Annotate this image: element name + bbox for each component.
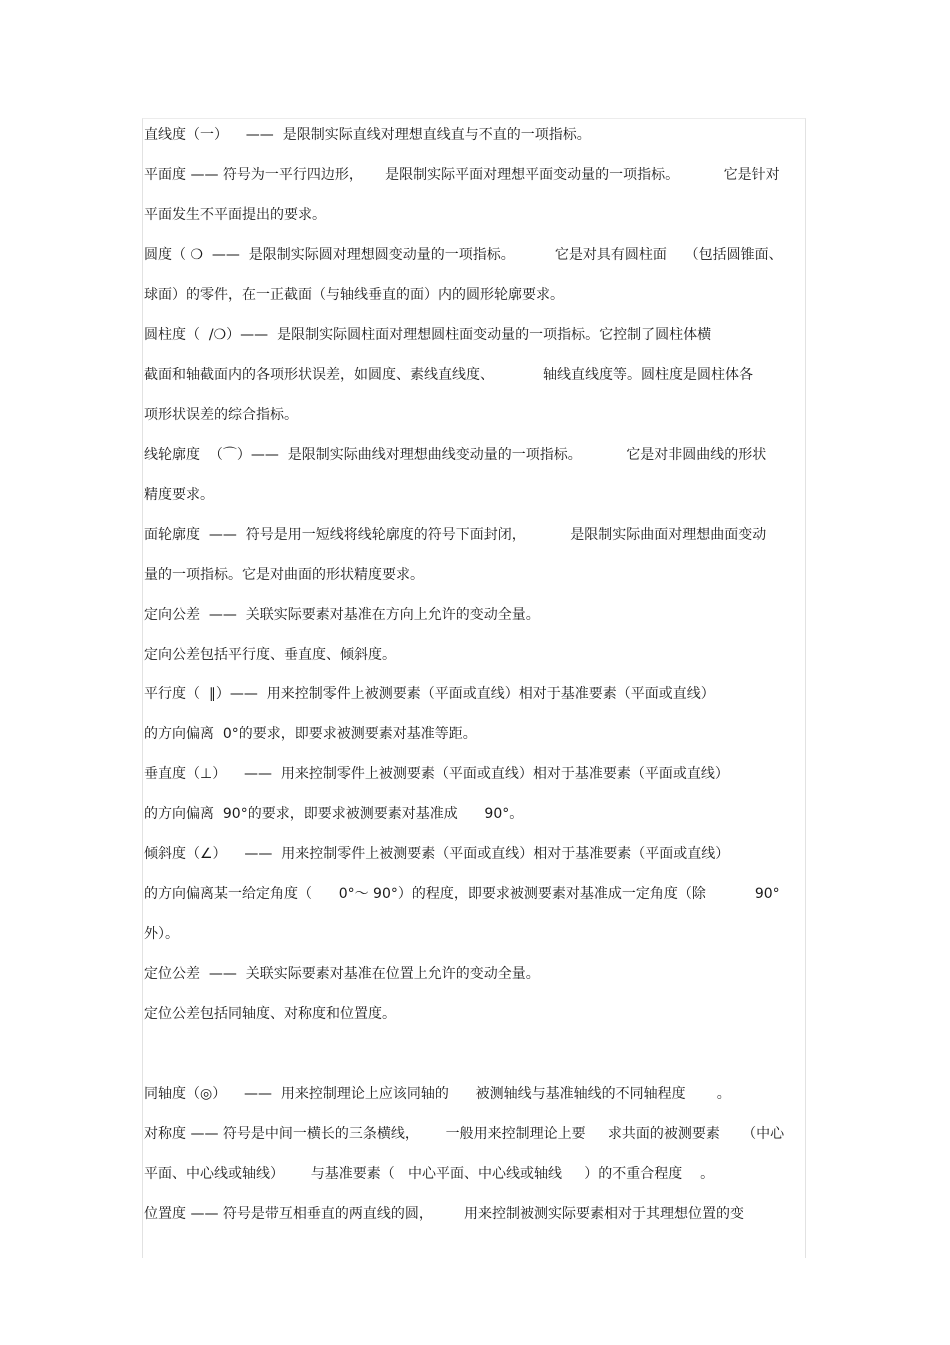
- text-line: 平行度（ ∥）—— 用来控制零件上被测要素（平面或直线）相对于基准要素（平面或直线）: [144, 686, 715, 702]
- text-line: 圆度（ ❍ —— 是限制实际圆对理想圆变动量的一项指标。 它是对具有圆柱面 （包括圆锥面、: [144, 247, 783, 263]
- text-line: 面轮廓度 —— 符号是用一短线将线轮廓度的符号下面封闭， 是限制实际曲面对理想曲面变动: [144, 527, 767, 543]
- text-line: 精度要求。: [144, 487, 214, 503]
- text-line: 的方向偏离 0°的要求，即要求被测要素对基准等距。: [144, 726, 477, 742]
- text-line: 截面和轴截面内的各项形状误差，如圆度、素线直线度、 轴线直线度等。圆柱度是圆柱体各: [144, 367, 753, 383]
- text-line: 平面、中心线或轴线） 与基准要素（ 中心平面、中心线或轴线 ）的不重合程度 。: [144, 1166, 715, 1182]
- text-line: 的方向偏离某一给定角度（ 0°～ 90°）的程度，即要求被测要素对基准成一定角度（除 90°: [144, 886, 780, 902]
- text-line: 球面）的零件，在一正截面（与轴线垂直的面）内的圆形轮廓要求。: [144, 287, 564, 303]
- text-line: 对称度 —— 符号是中间一横长的三条横线， 一般用来控制理论上要 求共面的被测要素 （中心: [144, 1126, 785, 1142]
- text-line: 定向公差包括平行度、垂直度、倾斜度。: [144, 647, 396, 663]
- text-line: 定位公差 —— 关联实际要素对基准在位置上允许的变动全量。: [144, 966, 540, 982]
- text-line: 项形状误差的综合指标。: [144, 407, 298, 423]
- text-line: 外）。: [144, 926, 179, 942]
- text-line: 量的一项指标。它是对曲面的形状精度要求。: [144, 567, 424, 583]
- text-line: 倾斜度（∠） —— 用来控制零件上被测要素（平面或直线）相对于基准要素（平面或直线）: [144, 846, 730, 862]
- text-line: 平面发生不平面提出的要求。: [144, 207, 326, 223]
- text-line: 定位公差包括同轴度、对称度和位置度。: [144, 1006, 396, 1022]
- text-line: 平面度 —— 符号为一平行四边形， 是限制实际平面对理想平面变动量的一项指标。 它是针对: [144, 167, 780, 183]
- text-line: 线轮廓度 （⌒）—— 是限制实际曲线对理想曲线变动量的一项指标。 它是对非圆曲线的形状: [144, 447, 767, 463]
- text-line: 定向公差 —— 关联实际要素对基准在方向上允许的变动全量。: [144, 607, 540, 623]
- text-line: 直线度（一） —— 是限制实际直线对理想直线直与不直的一项指标。: [144, 127, 591, 143]
- text-line: 位置度 —— 符号是带互相垂直的两直线的圆， 用来控制被测实际要素相对于其理想位置的变: [144, 1206, 745, 1222]
- text-line: 同轴度（◎） —— 用来控制理论上应该同轴的 被测轴线与基准轴线的不同轴程度 。: [144, 1086, 731, 1102]
- text-line: 圆柱度（ /❍）—— 是限制实际圆柱面对理想圆柱面变动量的一项指标。它控制了圆柱体横: [144, 327, 712, 343]
- text-line: 垂直度（⊥） —— 用来控制零件上被测要素（平面或直线）相对于基准要素（平面或直线）: [144, 766, 729, 782]
- text-line: 的方向偏离 90°的要求，即要求被测要素对基准成 90°。: [144, 806, 524, 822]
